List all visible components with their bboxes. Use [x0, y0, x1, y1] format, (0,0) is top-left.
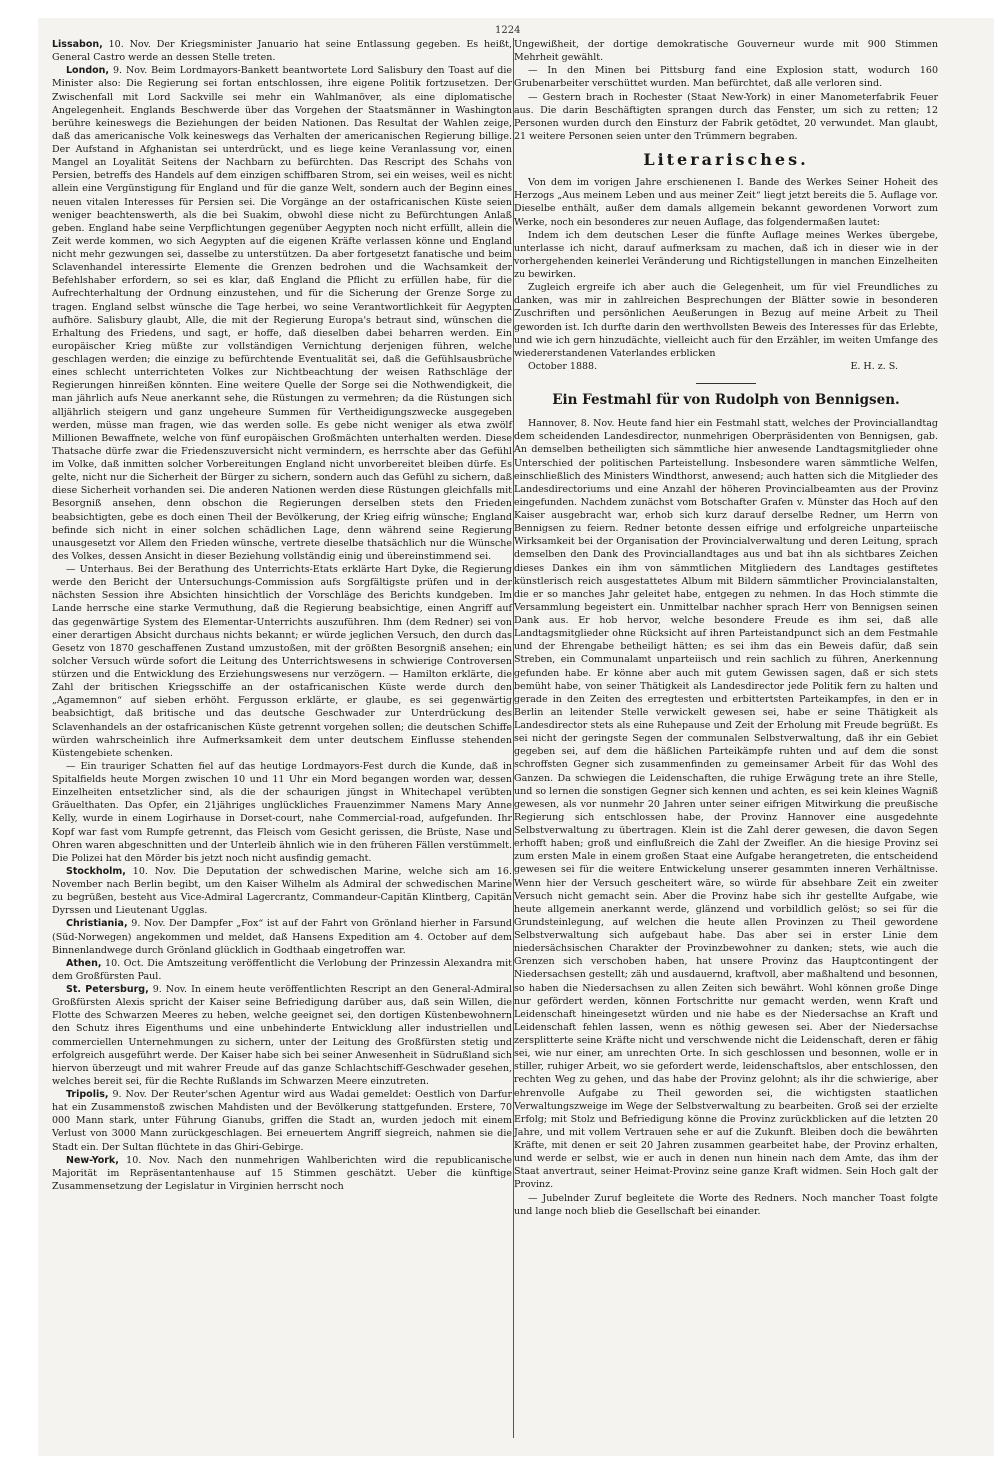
dateline-place: Lissabon,: [52, 39, 103, 50]
news-text: 9. Nov. In einem heute veröffentlichten Rescript an den General-Admiral Großfürsten Alexis spricht der Kaiser seine Befriedigung darüber aus, daß sein Willen, die Flotte des Schwarzen Meeres zu heben, welche geeignet sei, den dortigen Küstenbewohnern den Schutz ihres Eigenthums und eine unbehinderte Entwicklung aller industriellen und commerciellen Unternehmungen zu sichern, unter der Leitung des Großfürsten stetig und erfolgreich ausgeführt werde. Der Kaiser habe sich bei seiner Anwesenheit in Südrußland sich hiervon überzeugt und mit wahrer Freude auf das ganze Schlachtschiff-Geschwader gesehen, welches bereit sei, für die Rechte Rußlands im Schwarzen Meere einzutreten.: [52, 984, 513, 1087]
news-text: 10. Oct. Die Amtszeitung veröffentlicht die Verlobung der Prinzessin Alexandra mit dem Großfürsten Paul.: [52, 957, 512, 982]
literary-heading: Literarisches.: [643, 150, 809, 169]
literary-paragraph: Von dem im vorigen Jahre erschienenen I. Bande des Werkes Seiner Hoheit des Herzogs „Aus meinem Leben und aus meiner Zeit“ liegt jetzt bereits die 5. Auflage vor. Dieselbe enthält, außer dem damals allgemein bekannt gewordenen Vorwort zum Werke, noch ein besonderes zur neuen Auflage, das folgendermaßen lautet:: [514, 177, 938, 228]
news-items: [514, 38, 938, 143]
news-paragraph: — In den Minen bei Pittsburg fand eine Explosion statt, wodurch 160 Grubenarbeiter verschüttet wurden. Man befürchtet, daß alle verloren sind.: [514, 65, 938, 90]
news-text: — Ein trauriger Schatten fiel auf das heutige Lordmayors-Fest durch die Kunde, daß in Spitalfields heute Morgen zwischen 10 und 11 Uhr ein Mord begangen worden war, dessen Einzelheiten entsetzlicher sind, als die der schaurigen jüngst in Whitechapel verübten Gräuelthaten. Das Opfer, ein 21jähriges unglückliches Frauenzimmer Namens Mary Anne Kelly, wurde in einem Logirhause in Dorset-court, nahe Commercial-road, aufgefunden. Ihr Kopf war fast vom Rumpfe getrennt, das Fleisch vom Gesicht gerissen, die Brüste, Nase und Ohren waren abgeschnitten und der Unterleib ähnlich wie in den früheren Fällen verstümmelt. Die Polizei hat den Mörder bis jetzt noch nicht ausfindig gemacht.: [52, 760, 512, 864]
dateline-place: New-York,: [66, 1154, 119, 1166]
news-text: 10. Nov. Nach den nunmehrigen Wahlberichten wird die republicanische Majorität im Repräsentantenhause auf 15 Stimmen geschätzt. Ueber die künftige Zusammensetzung der Legislatur in Virginien herrscht noch: [52, 1154, 512, 1192]
news-text: 9. Nov. Der Reuter'schen Agentur wird aus Wadai gemeldet: Oestlich von Darfur hat ein Zusammenstoß zwischen Mahdisten und der Bevölkerung stattgefunden. Erstere, 70 000 Mann stark, unter Führung Gianubs, griffen die Stadt an, wurden jedoch mit einem Verlust von 3000 Mann zurückgeschlagen. Bei erneuertem Angriff siegreich, nahmen sie die Stadt ein. Der Sultan flüchtete in das Ghiri-Gebirge.: [52, 1089, 512, 1153]
news-paragraph: [52, 1154, 512, 1193]
literary-paragraph: Indem ich dem deutschen Leser die fünfte Auflage meines Werkes übergebe, unterlasse ich nicht, darauf aufmerksam zu machen, daß ich in dieser wie in der vorhergehenden keinerlei Veränderung und Richtigstellungen in manchen Einzelheiten zu bewirken.: [514, 229, 938, 280]
section-rule: [696, 383, 756, 384]
news-paragraph: Ungewißheit, der dortige demokratische Gouverneur wurde mit 900 Stimmen Mehrheit gewählt.: [514, 39, 938, 64]
festmahl-article: [514, 417, 938, 1218]
literary-paragraph: Zugleich ergreife ich aber auch die Gelegenheit, um für viel Freundliches zu danken, was mir in zahlreichen Besprechungen der Blätter sowie in besonderen Zuschriften und persönlichen Aeußerungen in Bezug auf meine Arbeit zu Theil geworden ist. Ich durfte darin den werthvollsten Beweis des Interesses für das Erlebte, und wie ich gern hinzudächte, vielleicht auch für den Erzähler, im weiten Umfange des wiedererstandenen Vaterlandes erblicken: [514, 282, 938, 359]
dateline-place: St. Petersburg,: [66, 984, 149, 995]
news-text: 9. Nov. Beim Lordmayors-Bankett beantwortete Lord Salisbury den Toast auf die Minister also: Die Regierung sei fortan entschlossen, ihre eigene Politik fortzusetzen. Der Zwischenfall mit Lord Sackville sei mehr ein Wahlmanöver, als eine diplomatische Angelegenheit. Englands Beschwerde über das Vorgehen der Staatsmänner in Washington berühre keineswegs die Beziehungen der beiden Nationen. Das Resultat der Wahlen zeige, daß das americanische Volk keineswegs das Verhalten der americanischen Regierung billige. Der Aufstand in Afghanistan sei unterdrückt, und es liege keine Veranlassung vor, einen Mangel an Loyalität Seitens der Nachbarn zu befürchten. Das Rescript des Schahs von Persien, betreffs des Handels auf dem einzigen schiffbaren Strom, sei ein weises, weil es nicht allein eine Vergünstigung für England und für die ganze Welt, sondern auch der Beginn eines neuen vitalen Interesses für Persien sei. Die Vorgänge an der ostafricanischen Küste seien weniger beachtenswerth, als die bei Suakim, obwohl diese nicht zu Befürchtungen Anlaß geben. England habe seine Verpflichtungen gegenüber Aegypten noch nicht erfüllt, allein die Zeit werde kommen, wo sich Aegypten auf die eigenen Kräfte verlassen könne und England nicht mehr gezwungen sei, dasselbe zu unterstützen. Da aber fortgesetzt fanatische und beim Sclavenhandel interessirte Elemente die Grenzen bedrohen und die Wachsamkeit der Befehlshaber erfordern, so sei es klar, daß England die Pflicht zu erfüllen habe, für die Aufrechterhaltung der Ordnung einzustehen, und für die Sicherung der Grenze Sorge zu tragen. England selbst wünsche die Tage herbei, wo seine Verantwortlichkeit für Aegypten aufhöre. Salisbury glaubt, Alle, die mit der Regierung Europa's betraut sind, wünschen die Erhaltung des Friedens, und sagt, er hoffe, daß dieselben dabei beharren werden. Ein europäischer Krieg müßte zur vollständigen Vernichtung derjenigen führen, welche geschlagen werden; die einzige zu befürchtende Eventualität sei, daß die Gefühlsausbrüche eines schlecht unterrichteten Volkes zur Nichtbeachtung der weisen Rathschläge der Regierungen hinreißen könnten. Eine weitere Quelle der Sorge sei die Nothwendigkeit, die man jährlich aufs Neue anerkannt sehe, die Rüstungen zu vermehren; da die Rüstungen sich alljährlich steigern und ganz ungeheure Summen für Vertheidigungszwecke ausgegeben werden, müsse man fragen, wie das werden solle. Es gebe nicht weniger als etwa zwölf Millionen Bewaffnete, welche von fünf europäischen Großmächten unterhalten werden. Diese Thatsache dürfe zwar die Friedenszuversicht nicht vermindern, es herrschte aber das Gefühl im Volke, daß inmitten solcher Vorbereitungen England nicht unvorbereitet bleiben dürfe. Es gelte, nicht nur die Sicherheit der Bürger zu sichern, sondern auch das Gefühl zu sichern, daß diese Sicherheit vorhanden sei. Die anderen Nationen werden diese Rüstungen gleichfalls mit Besorgniß ansehen, denn obschon die Regierungen derselben stets den Frieden beabsichtigten, gebe es doch einen Theil der Bevölkerung, der Krieg eifrig wünsche; England befinde sich nicht in einer solchen schädlichen Lage, denn während seine Regierung unausgesetzt vor Allem den Frieden wünsche, vertrete dieselbe thatsächlich nur die Wünsche des Volkes, dessen Ansicht in dieser Beziehung vollständig einig und übereinstimmend sei.: [52, 65, 512, 562]
dateline-place: Christiania,: [66, 918, 128, 930]
news-paragraph: [52, 760, 512, 865]
news-paragraph: [52, 64, 512, 563]
literary-signature: E. H. z. S.: [850, 360, 898, 372]
news-paragraph: [52, 563, 512, 760]
news-text: — Unterhaus. Bei der Berathung des Unterrichts-Etats erklärte Hart Dyke, die Regierung werde den Bericht der Untersuchungs-Commission aufs Sorgfältigste prüfen und in der nächsten Session ihre Absichten hinsichtlich der Vorschläge des Berichts kundgeben. Im Lande herrsche eine starke Vermuthung, daß die Regierung beabsichtige, einen Angriff auf das gegenwärtige System des Elementar-Unterrichts auszuführen. Ihm (dem Redner) sei von einer derartigen Absicht durchaus nichts bekannt; er würde jeglichen Versuch, den durch das Gesetz von 1870 geschaffenen Zustand umzustoßen, mit der größten Besorgniß ansehen; ein solcher Versuch würde sofort die Leitung des Unterrichtswesens in schwierige Controversen stürzen und die Entwicklung des Erziehungswesens nur verzögern. — Hamilton erklärte, die Zahl der britischen Kriegsschiffe an der ostafricanischen Küste werde durch den „Agamemnon“ auf sieben erhöht. Fergusson erklärte, er glaube, es sei gegenwärtig beabsichtigt, daß britische und das deutsche Geschwader zur Unterdrückung des Sclavenhandels an der ostafricanischen Küste getrennt vorgehen sollen; die deutschen Schiffe würden wahrscheinlich ihre Aufmerksamkeit dem unter deutschem Einflusse stehenden Küstengebiete schenken.: [52, 564, 512, 759]
page-number: 1224: [495, 25, 521, 36]
festmahl-paragraph: Hannover, 8. Nov. Heute fand hier ein Festmahl statt, welches der Provinciallandtag dem scheidenden Landesdirector, nunmehrigen Oberpräsidenten von Bennigsen, gab. An demselben betheiligten sich sämmtliche hier anwesende Landtagsmitglieder ohne Unterschied der politischen Parteistellung. Insbesondere waren sämmtliche Welfen, einschließlich des Ministers Windthorst, anwesend; auch hatten sich die Mitglieder des Landesdirectoriums und eine Anzahl der höheren Provincialbeamten aus der Provinz eingefunden. Nachdem zunächst vom Botschafter Grafen v. Münster das Hoch auf den Kaiser ausgebracht war, erhob sich kurz darauf derselbe Redner, um Herrn von Bennigsen zu feiern. Redner betonte dessen eifrige und erfolgreiche unparteiische Wirksamkeit bei der Organisation der Provincialverwaltung und deren Leitung, sprach demselben den Dank des Provinciallandtages aus und bat ihn als sichtbares Zeichen dieses Dankes ein ihm von sämmtlichen Mitgliedern des Landtages gestiftetes künstlerisch reich ausgestattetes Album mit Bildern sämmtlicher Provincialanstalten, die er so manches Jahr geleitet habe, entgegen zu nehmen. In das Hoch stimmte die Versammlung begeistert ein. Unmittelbar nachher sprach Herr von Bennigsen seinen Dank aus. Er hob hervor, welche besondere Freude es ihm sei, daß alle Landtagsmitglieder ohne Rücksicht auf ihren Parteistandpunct sich an dem Festmahle und der Ehrengabe betheiligt hätten; es sei ihm das ein Beweis dafür, daß sein Streben, ein Communalamt unparteiisch und rein sachlich zu führen, Anerkennung gefunden habe. Er könne aber auch mit gutem Gewissen sagen, daß er sich stets bemüht habe, von seiner Thätigkeit als Landesdirector jede Politik fern zu halten und gerade in den Zeiten des erregtesten und erbittertsten Parteikampfes, in den er in Berlin an leitender Stelle verwickelt gewesen sei, habe er seine Thätigkeit als Landesdirector stets als eine Ruhepause und Zeit der Erholung mit Freude begrüßt. Es sei nicht der geringste Segen der communalen Selbstverwaltung, daß ihr ein Gebiet gegeben sei, auf dem die häßlichen Parteikämpfe ruhten und auf dem die sonst schroffsten Gegner sich zusammenfinden zu gemeinsamer Arbeit für das Wohl des Ganzen. Da schwiegen die Leidenschaften, die ruhige Erwägung trete an ihre Stelle, und so lernen die sonstigen Gegner sich kennen und achten, es sei kein kleines Wagniß gewesen, als vor nunmehr 20 Jahren unter seiner eifrigen Mitwirkung die preußische Regierung sich entschlossen habe, der Provinz Hannover eine ausgedehnte Selbstverwaltung zu übertragen. Klein ist die Zahl derer gewesen, die davon Segen erhofft haben; groß und einflußreich die Zahl der Zweifler. An die hiesige Provinz sei zum ersten Male in einem großen Staat eine Aufgabe herangetreten, die entscheidend gewesen sei für die weitere Entwickelung unserer gesammten inneren Verhältnisse. Wenn hier der Versuch gescheitert wäre, so würde für absehbare Zeit ein zweiter Versuch nicht gemacht sein. Aber die Provinz habe sich ihr gestellte Aufgabe, wie heute allgemein anerkannt werde, glänzend und vorbildlich gelöst; so sei für die Grundsteinlegung, auf welchen die heute allen Provinzen zu Theil gewordene Selbstverwaltung sich aufgebaut habe. Das aber sei in erster Linie dem niedersächsischen Charakter der Provinzbewohner zu danken; stets, wie auch die Grenzen sich verschoben haben, hat unsere Provinz das Hauptcontingent der Niedersachsen gestellt; zäh und ausdauernd, kraftvoll, aber maßhaltend und besonnen, so haben die Niedersachsen zu allen Zeiten sich bewährt. Wohl können große Dinge nur gefördert werden, können Fortschritte nur gemacht werden, wenn Kraft und Leidenschaft hineingesetzt würden und nie habe es der Niedersachse an Kraft und Leidenschaft fehlen lassen, wenn es nöthig gewesen sei. Aber der Niedersachse zersplitterte seine Kräfte nicht und verschwende nicht die Leidenschaft, deren er fähig sei, wie nur einer, am unrechten Orte. In sich geschlossen und besonnen, wolle er in stiller, ruhiger Arbeit, wo sie gefordert werde, leidenschaftslos, aber entschlossen, den rechten Weg zu gehen, und das habe der Provinz gelohnt; als ihr die schwierige, aber ehrenvolle Aufgabe zu Theil geworden sei, die wichtigsten staatlichen Verwaltungszweige im Wege der Selbstverwaltung zu bearbeiten. Groß sei der erzielte Erfolg; mit Stolz und Befriedigung könne die Provinz zurückblicken auf die letzten 20 Jahre, und mit vollem Vertrauen sehe er auf die Zukunft. Bleiben doch die bewährten Kräfte, mit denen er seit 20 Jahren zusammen gearbeitet habe, der Provinz erhalten, und werde er selbst, wie er auch in denen nun hinein nach dem Amte, das ihm der Staat anvertraut, seiner Heimat-Provinz seine ganze Kraft widmen. Sein Hoch galt der Provinz.: [514, 418, 938, 1191]
literary-signature-row: [514, 360, 938, 373]
festmahl-paragraph: — Jubelnder Zuruf begleitete die Worte des Redners. Noch mancher Toast folgte und lange noch blieb die Gesellschaft bei einander.: [514, 1192, 938, 1217]
news-paragraph: [52, 917, 512, 956]
literary-section: [514, 176, 938, 360]
festmahl-heading: Ein Festmahl für von Rudolph von Bennigsen.: [552, 392, 900, 408]
news-paragraph: [52, 1088, 512, 1154]
dateline-place: London,: [66, 65, 110, 77]
dateline-place: Athen,: [66, 957, 102, 969]
left-column: [52, 38, 512, 1193]
news-paragraph: [52, 957, 512, 983]
right-column: [514, 38, 938, 1218]
news-text: 10. Nov. Die Deputation der schwedischen Marine, welche sich am 16. November nach Berlin begibt, um den Kaiser Wilhelm als Admiral der schwedischen Marine zu begrüßen, besteht aus Vice-Admiral Lagercrantz, Commandeur-Capitän Klintberg, Capitän Dyrssen und Lieutenant Ugglas.: [52, 865, 512, 917]
news-paragraph: [52, 865, 512, 918]
dateline-place: Tripolis,: [66, 1089, 109, 1100]
news-paragraph: [52, 983, 512, 1088]
news-text: 10. Nov. Der Kriegsminister Januario hat seine Entlassung gegeben. Es heißt, General Castro werde an dessen Stelle treten.: [52, 39, 512, 64]
news-paragraph: — Gestern brach in Rochester (Staat New-York) in einer Manometerfabrik Feuer aus. Die darin Beschäftigten sprangen durch das Fenster, um sich zu retten; 12 Personen wurden durch den Einsturz der Fabrik getödtet, 20 verwundet. Man glaubt, 21 weitere Personen seien unter den Trümmern begraben.: [514, 91, 938, 142]
literary-date: October 1888.: [528, 360, 598, 372]
news-paragraph: [52, 38, 512, 64]
dateline-place: Stockholm,: [66, 865, 126, 877]
news-text: 9. Nov. Der Dampfer „Fox“ ist auf der Fahrt von Grönland hierher in Farsund (Süd-Norwegen) angekommen und meldet, daß Hansens Expedition am 4. October auf dem Binnenlandwege durch Grönland glücklich in Godthaab eingetroffen war.: [52, 918, 512, 956]
